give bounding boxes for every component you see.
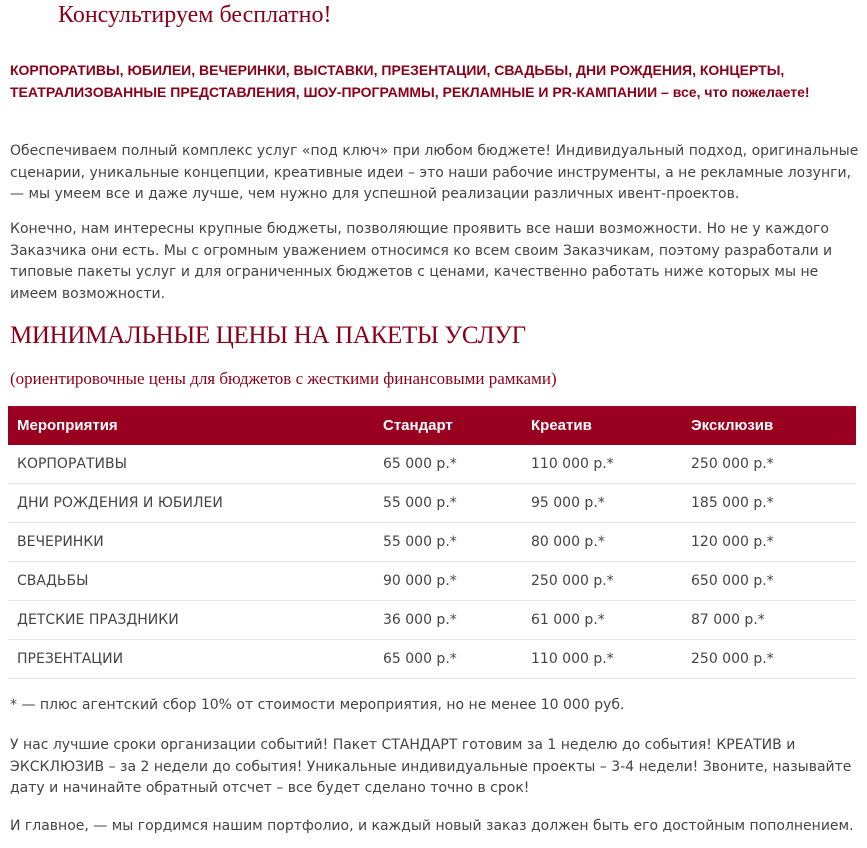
table-header (8, 406, 856, 445)
cell-exclusive: 87 000 р.* (691, 612, 765, 628)
header-standard: Стандарт (383, 417, 453, 434)
cell-standard: 36 000 р.* (383, 612, 457, 628)
budget-paragraph: Конечно, нам интересны крупные бюджеты, позволяющие проявить все наши возможности. Но не у каждого Заказчика они есть. Мы с огромным уважением относимся ко всем своим Заказчикам, поэтому разработали и типовые пакеты услуг и для ограниченных бюджетов с ценами, качественно работать ниже которых мы не имеем возможности. (10, 221, 833, 302)
cell-creative: 110 000 р.* (531, 456, 614, 472)
table-row (8, 601, 856, 640)
cell-standard: 55 000 р.* (383, 534, 457, 550)
header-creative: Креатив (531, 417, 592, 434)
table-row (8, 640, 856, 679)
cell-event: СВАДЬБЫ (17, 573, 89, 589)
consult-heading: Консультируем бесплатно! (58, 2, 332, 28)
cell-event: ДЕТСКИЕ ПРАЗДНИКИ (17, 612, 179, 628)
section-title: МИНИМАЛЬНЫЕ ЦЕНЫ НА ПАКЕТЫ УСЛУГ (10, 322, 526, 349)
cell-creative: 110 000 р.* (531, 651, 614, 667)
timing-paragraph: У нас лучшие сроки организации событий! Пакет СТАНДАРТ готовим за 1 неделю до события! КРЕАТИВ и ЭКСКЛЮЗИВ – за 2 недели до события! Уникальные индивидуальные проекты – 3-4 недели! Звоните, называйте дату и начинайте обратный отсчет – все будет сделано точно в срок! (10, 737, 852, 796)
cell-exclusive: 185 000 р.* (691, 495, 774, 511)
cell-creative: 80 000 р.* (531, 534, 605, 550)
intro-paragraph: Обеспечиваем полный комплекс услуг «под ключ» при любом бюджете! Индивидуальный подход, оригинальные сценарии, уникальные концепции, креативные идеи – это наши рабочие инструменты, а не рекламные лозунги, — мы умеем все и даже лучше, чем нужно для успешной реализации различных ивент-проектов. (10, 143, 859, 202)
cell-event: ДНИ РОЖДЕНИЯ И ЮБИЛЕИ (17, 495, 223, 511)
cell-standard: 55 000 р.* (383, 495, 457, 511)
cell-standard: 65 000 р.* (383, 456, 457, 472)
portfolio-paragraph: И главное, — мы гордимся нашим портфолио, и каждый новый заказ должен быть его достойным пополнением. (10, 818, 854, 834)
table-row (8, 523, 856, 562)
services-lead: КОРПОРАТИВЫ, ЮБИЛЕИ, ВЕЧЕРИНКИ, ВЫСТАВКИ, ПРЕЗЕНТАЦИИ, СВАДЬБЫ, ДНИ РОЖДЕНИЯ, КОНЦЕРТЫ, ТЕАТРАЛИЗОВАННЫЕ ПРЕДСТАВЛЕНИЯ, ШОУ-ПРОГРАММЫ, РЕКЛАМНЫЕ И PR-КАМПАНИИ – все, что пожелаете! (10, 62, 810, 100)
cell-standard: 90 000 р.* (383, 573, 457, 589)
table-row (8, 562, 856, 601)
cell-standard: 65 000 р.* (383, 651, 457, 667)
section-subtitle: (ориентировочные цены для бюджетов с жесткими финансовыми рамками) (10, 369, 557, 388)
header-exclusive: Эксклюзив (691, 417, 774, 434)
cell-exclusive: 120 000 р.* (691, 534, 774, 550)
table-row (8, 445, 856, 484)
table-row (8, 484, 856, 523)
cell-creative: 250 000 р.* (531, 573, 614, 589)
cell-exclusive: 250 000 р.* (691, 651, 774, 667)
cell-exclusive: 650 000 р.* (691, 573, 774, 589)
cell-event: ПРЕЗЕНТАЦИИ (17, 651, 124, 667)
cell-exclusive: 250 000 р.* (691, 456, 774, 472)
price-table (8, 406, 856, 679)
cell-creative: 61 000 р.* (531, 612, 605, 628)
cell-event: КОРПОРАТИВЫ (17, 456, 127, 472)
cell-event: ВЕЧЕРИНКИ (17, 534, 104, 550)
header-events: Мероприятия (17, 417, 118, 434)
footnote: * — плюс агентский сбор 10% от стоимости мероприятия, но не менее 10 000 руб. (10, 697, 625, 713)
cell-creative: 95 000 р.* (531, 495, 605, 511)
